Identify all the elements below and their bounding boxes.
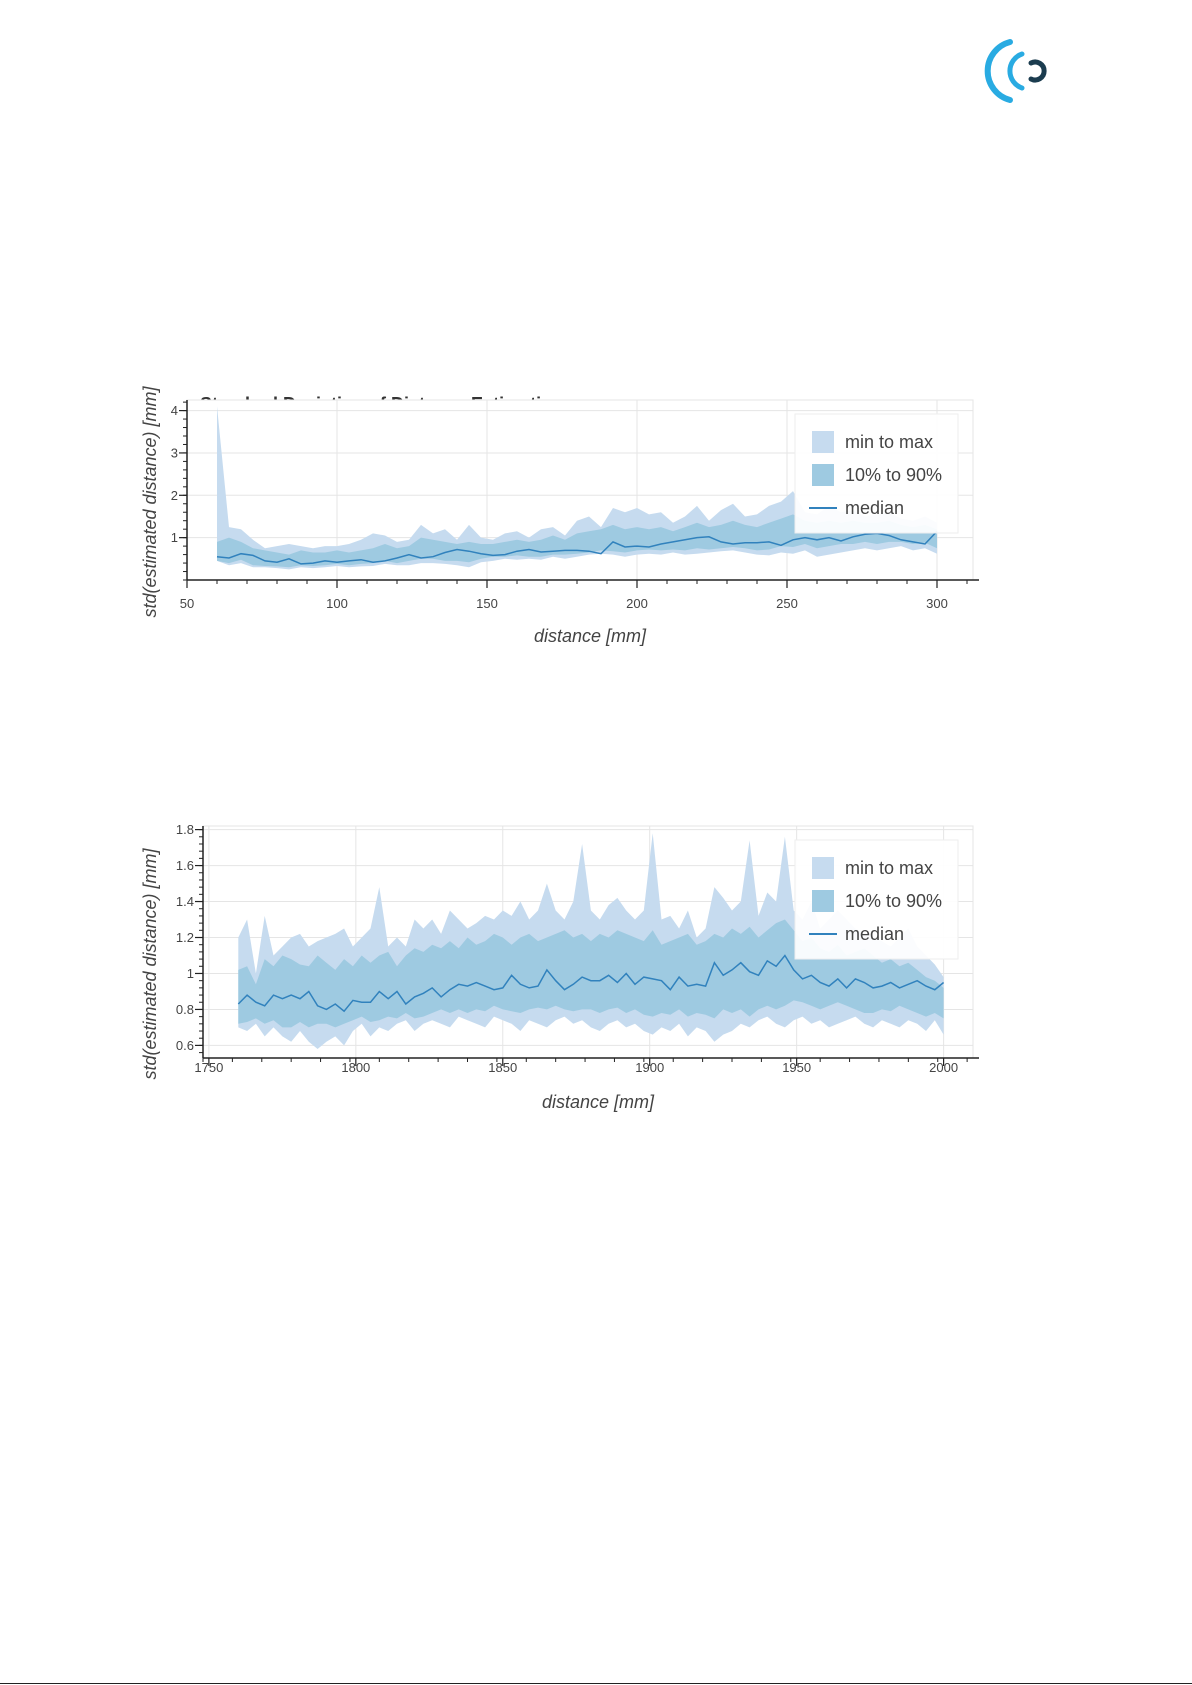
chart-legend bbox=[795, 414, 958, 533]
x-tick-label: 150 bbox=[476, 596, 498, 611]
legend-swatch bbox=[812, 890, 834, 912]
y-tick-label: 3 bbox=[170, 445, 178, 461]
x-tick-label: 1850 bbox=[488, 1060, 518, 1075]
y-axis-label: std(estimated distance) [mm] bbox=[140, 848, 160, 1080]
x-tick-label: 1950 bbox=[782, 1060, 812, 1075]
page-bottom-rule bbox=[0, 1683, 1192, 1684]
x-tick-label: 100 bbox=[326, 596, 348, 611]
legend-label: median bbox=[845, 498, 905, 518]
y-tick-label: 1.2 bbox=[175, 930, 194, 946]
legend-swatch bbox=[812, 464, 834, 486]
x-axis-label: distance [mm] bbox=[533, 626, 647, 646]
legend-swatch bbox=[812, 431, 834, 453]
x-tick-label: 1750 bbox=[194, 1060, 224, 1075]
chart-2-svg bbox=[140, 822, 1060, 1146]
y-tick-label: 1 bbox=[170, 530, 178, 546]
legend-label: 10% to 90% bbox=[845, 891, 943, 911]
chart-1 bbox=[140, 386, 1060, 690]
x-tick-label: 1900 bbox=[635, 1060, 665, 1075]
x-axis-label: distance [mm] bbox=[541, 1092, 655, 1112]
y-tick-label: 1.6 bbox=[175, 858, 194, 874]
legend-swatch bbox=[812, 857, 834, 879]
chart-legend bbox=[795, 840, 958, 959]
x-tick-label: 2000 bbox=[929, 1060, 959, 1075]
y-tick-label: 1.4 bbox=[175, 894, 194, 910]
legend-label: min to max bbox=[845, 432, 934, 452]
legend-label: median bbox=[845, 924, 905, 944]
y-axis-label: std(estimated distance) [mm] bbox=[140, 386, 160, 618]
y-tick-label: 1.8 bbox=[175, 822, 194, 838]
y-tick-label: 4 bbox=[170, 403, 178, 419]
chart-1-svg bbox=[140, 386, 1060, 690]
y-tick-label: 0.6 bbox=[175, 1037, 194, 1053]
chart-2 bbox=[140, 822, 1060, 1146]
legend-label: 10% to 90% bbox=[845, 465, 943, 485]
x-tick-label: 250 bbox=[776, 596, 798, 611]
x-tick-label: 1800 bbox=[341, 1060, 371, 1075]
logo-wave-inner bbox=[1010, 54, 1022, 88]
legend-label: min to max bbox=[845, 858, 934, 878]
x-tick-label: 200 bbox=[626, 596, 648, 611]
y-tick-label: 0.8 bbox=[175, 1001, 194, 1017]
x-tick-label: 50 bbox=[179, 596, 195, 611]
x-tick-label: 300 bbox=[926, 596, 948, 611]
y-tick-label: 1 bbox=[186, 965, 194, 981]
logo-ring bbox=[1031, 62, 1044, 80]
signal-waves-logo-icon bbox=[990, 36, 1060, 106]
logo-wave-outer bbox=[988, 42, 1010, 100]
y-tick-label: 2 bbox=[170, 487, 178, 503]
